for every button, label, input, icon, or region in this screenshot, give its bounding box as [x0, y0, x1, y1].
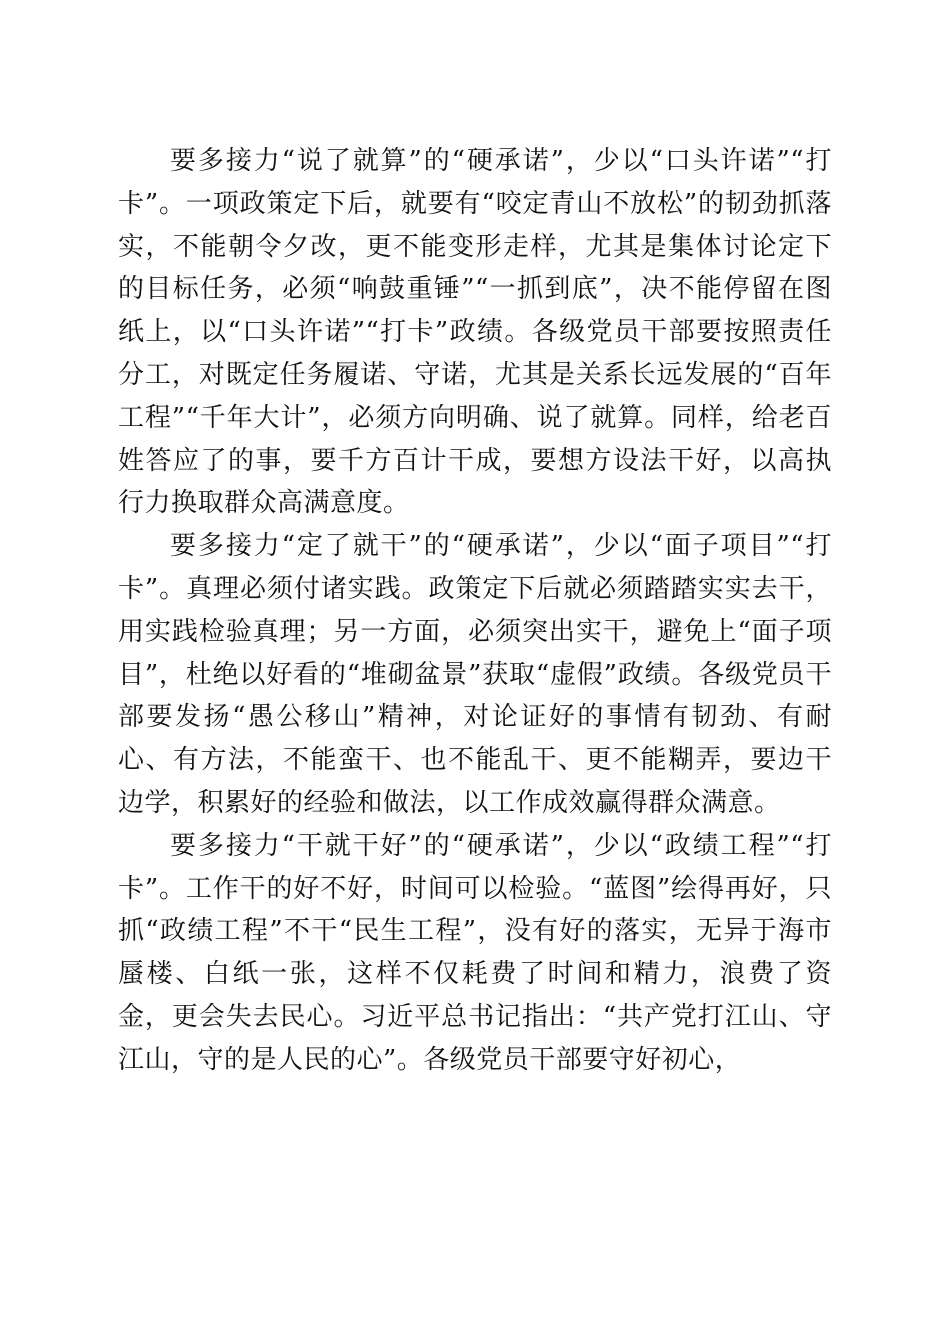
- paragraph-1: 要多接力“说了就算”的“硬承诺”，少以“口头许诺”“打卡”。一项政策定下后，就要有“咬定青山不放松”的韧劲抓落实，不能朝令夕改，更不能变形走样，尤其是集体讨论定下的目标任务，必须“响鼓重锤”“一抓到底”，决不能停留在图纸上，以“口头许诺”“打卡”政绩。各级党员干部要按照责任分工，对既定任务履诺、守诺，尤其是关系长远发展的“百年工程”“千年大计”，必须方向明确、说了就算。同样，给老百姓答应了的事，要千方百计干成，要想方设法干好，以高执行力换取群众高满意度。: [118, 146, 832, 519]
- document-body: [118, 140, 832, 1082]
- paragraph-2: 要多接力“定了就干”的“硬承诺”，少以“面子项目”“打卡”。真理必须付诸实践。政策定下后就必须踏踏实实去干，用实践检验真理；另一方面，必须突出实干，避免上“面子项目”，杜绝以好看的“堆砌盆景”获取“虚假”政绩。各级党员干部要发扬“愚公移山”精神，对论证好的事情有韧劲、有耐心、有方法，不能蛮干、也不能乱干、更不能糊弄，要边干边学，积累好的经验和做法，以工作成效赢得群众满意。: [118, 531, 832, 818]
- paragraph-3: 要多接力“干就干好”的“硬承诺”，少以“政绩工程”“打卡”。工作干的好不好，时间可以检验。“蓝图”绘得再好，只抓“政绩工程”不干“民生工程”，没有好的落实，无异于海市蜃楼、白纸一张，这样不仅耗费了时间和精力，浪费了资金，更会失去民心。习近平总书记指出：“共产党打江山、守江山，守的是人民的心”。各级党员干部要守好初心，: [118, 830, 832, 1075]
